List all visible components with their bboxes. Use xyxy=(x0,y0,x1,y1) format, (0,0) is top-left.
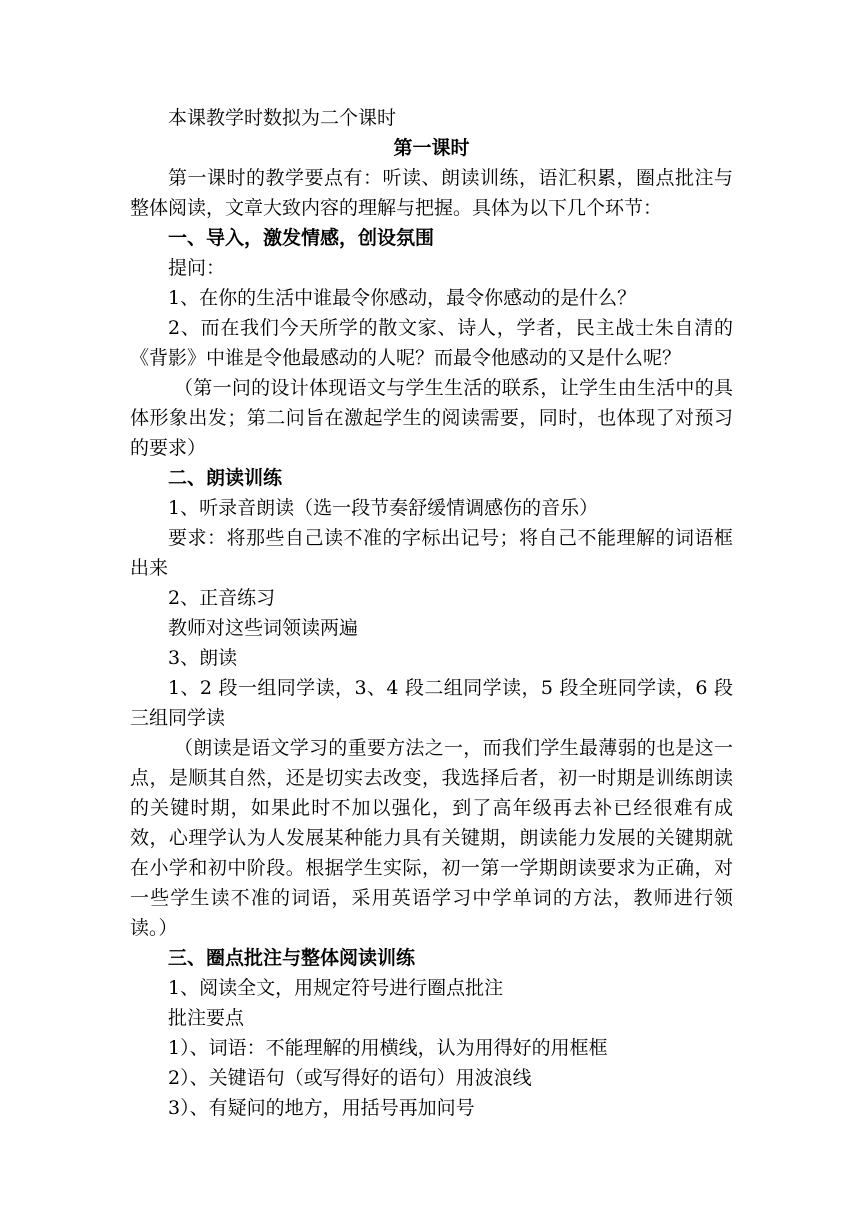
section1-note: （第一问的设计体现语文与学生生活的联系，让学生由生活中的具体形象出发；第二问旨在激起学生的阅读需要，同时，也体现了对预习的要求） xyxy=(130,377,733,459)
annotation-point-2: 2）、关键语句（或写得好的语句）用波浪线 xyxy=(168,1067,532,1089)
lesson-points-paragraph: 第一课时的教学要点有：听读、朗读训练，语汇积累，圈点批注与整体阅读，文章大致内容的理解与把握。具体为以下几个环节： xyxy=(130,167,733,219)
annotation-point-3: 3）、有疑问的地方，用括号再加问号 xyxy=(168,1097,475,1119)
reading-requirement: 要求：将那些自己读不准的字标出记号；将自己不能理解的词语框出来 xyxy=(130,527,733,579)
section-heading-annotation: 三、圈点批注与整体阅读训练 xyxy=(168,947,416,969)
document-body xyxy=(130,103,733,1123)
section2-note: （朗读是语文学习的重要方法之一，而我们学生最薄弱的也是这一点，是顺其自然，还是切实去改变，我选择后者，初一时期是训练朗读的关键时期，如果此时不加以强化，到了高年级再去补已经很难有成效，心理学认为人发展某种能力具有关键期，朗读能力发展的关键期就在小学和初中阶段。根据学生实际，初一第一学期朗读要求为正确，对一些学生读不准的词语，采用英语学习中学单词的方法，教师进行领读。） xyxy=(130,737,733,939)
question-1: 1、在你的生活中谁最令你感动，最令你感动的是什么？ xyxy=(168,287,637,309)
reading-item-1: 1、听录音朗读（选一段节奏舒缓情调感伤的音乐） xyxy=(168,497,599,519)
section-heading-intro: 一、导入，激发情感，创设氛围 xyxy=(168,227,435,249)
lesson-title: 第一课时 xyxy=(393,137,470,159)
intro-paragraph: 本课教学时数拟为二个课时 xyxy=(168,107,397,129)
reading-item-3: 3、朗读 xyxy=(168,647,238,669)
annotation-points-label: 批注要点 xyxy=(168,1007,245,1029)
ask-label: 提问： xyxy=(168,257,226,279)
reading-groups: 1、2 段一组同学读，3、4 段二组同学读，5 段全班同学读，6 段三组同学读 xyxy=(130,677,733,729)
teacher-note: 教师对这些词领读两遍 xyxy=(168,617,359,639)
annotation-point-1: 1）、词语：不能理解的用横线，认为用得好的用框框 xyxy=(168,1037,608,1059)
annotation-item-1: 1、阅读全文，用规定符号进行圈点批注 xyxy=(168,977,504,999)
question-2: 2、而在我们今天所学的散文家、诗人，学者，民主战士朱自清的《背影》中谁是令他最感动的人呢？而最令他感动的又是什么呢？ xyxy=(130,317,733,369)
reading-item-2: 2、正音练习 xyxy=(168,587,276,609)
section-heading-reading: 二、朗读训练 xyxy=(168,467,283,489)
